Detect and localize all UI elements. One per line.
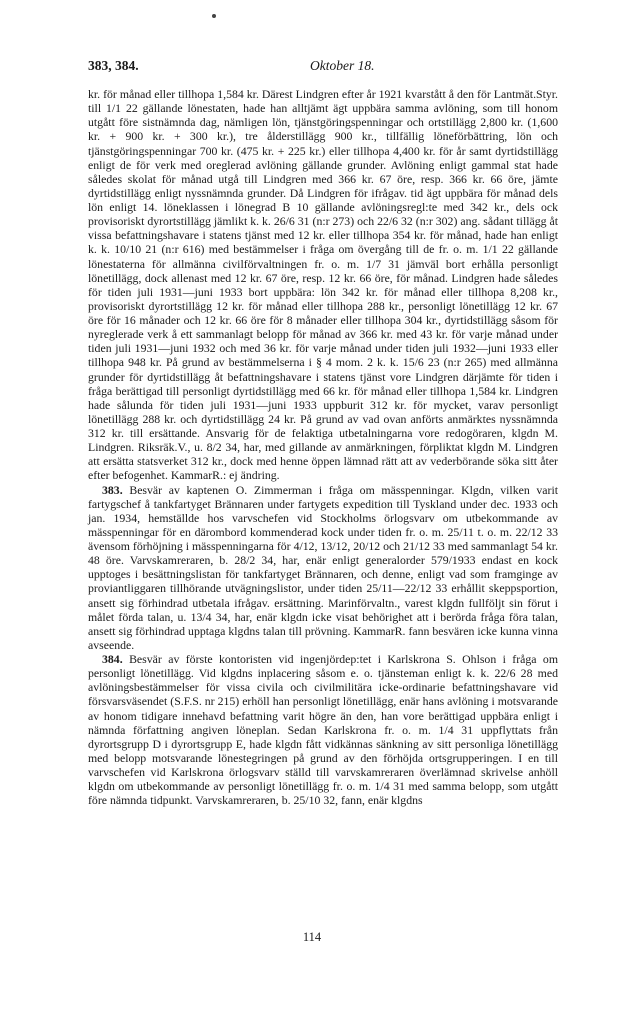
entry-384 bbox=[88, 652, 558, 807]
entry-number: 384. bbox=[102, 652, 123, 666]
paragraph-continued bbox=[88, 87, 558, 483]
entry-number: 383. bbox=[102, 482, 123, 497]
page-number: 114 bbox=[302, 930, 322, 944]
page-header bbox=[88, 58, 558, 80]
scan-speck bbox=[212, 14, 216, 18]
running-title: Oktober 18. bbox=[310, 58, 375, 73]
paragraph-text: kr. för månad eller tillhopa 1,584 kr. Därest Lindgren efter år 1921 kvarstått å den för Lantmät.Styr. till 1/1 22 gällande lönestaten, hade han alltjämt ägt uppbära samma avlöning, som till honom utgått före sistnämnda dag, nämligen lön, tjänstgöringspenningar och ortstillägg 2,800 kr. (1,600 kr. + 900 kr. + 300 kr.), tre ålderstillägg 900 kr., tillfällig löneförbättring, lön och tjänstgöringspenningar 700 kr. (475 kr. + 225 kr.) eller tillhopa 4,400 kr. för år samt dyrtidstillägg enligt de för verk med oreglerad avlöning gällande grunder. Avlöning enligt gammal stat hade således skolat för månad utgå till Lindgren med 366 kr. 67 öre, resp. 366 kr. 66 öre, jämte dyrtidstillägg enligt nyssnämnda grunder. Då Lindgren för ifrågav. tid ägt uppbära för månad dels lön enligt 14. löneklassen i lönegrad B 10 gällande avlöningsregl:te med 342 kr., dels ock provisoriskt dyrortstillägg jämlikt k. k. 26/6 31 (n:r 273) och 22/6 32 (n:r 302) ang. sådant tillägg åt vissa befattningshavare i statens tjänst med 12 kr. eller tillhopa 354 kr. för månad, hade han enligt k. k. 10/10 21 (n:r 616) med bestämmelser i fråga om övergång till de fr. o. m. 1/1 22 gällande lönestaterna för allmänna civilförvaltningen fr. o. m. 1/7 31 jämväl bort erhålla personligt lönetillägg, dock allenast med 12 kr. 67 öre, resp. 12 kr. 66 öre, för månad. Lindgren hade således för tiden juli 1931—juni 1933 bort uppbära: lön 342 kr. för månad eller tillhopa 8,208 kr., provisoriskt dyrortstillägg 12 kr. för månad eller tillhopa 288 kr., personligt lönetillägg 12 kr. 67 öre för 16 månader och 12 kr. 66 öre för 8 månader eller tillhopa 304 kr., dyrtidstillägg såsom för nyreglerade verk å ett sammanlagt belopp för månad av 366 kr. med 43 kr. för varje månad under tiden juli 1931—juni 1932 och med 36 kr. för varje månad under tiden juli 1932—juni 1933 eller tillhopa 948 kr. På grund av bestämmelserna i § 4 mom. 2 k. k. 15/6 23 (n:r 265) med allmänna grunder för dyrtidstillägg åt befattningshavare i statens tjänst vore Lindgren därjämte för tiden i fråga berättigad till personligt dyrtidstillägg med 66 kr. för månad eller tillhopa 1,584 kr. Lindgren hade sålunda för tiden juli 1931—juni 1933 uppburit 312 kr. för mycket, varav personligt lönetillägg 288 kr. och dyrtidstillägg 24 kr. På grund av vad ovan anförts anmärktes nyssnämnda 312 kr. till ersättande. Ansvarig för de felaktiga utbetalningarna vore redogöraren, klgdn M. Lindgren. Riksräk.V., u. 8/2 34, har, med gillande av anmärkningen, förpliktat klgdn M. Lindgren att ersätta statsverket 312 kr., dock med henne öppen lämnad rätt att av vederbörande söka sitt åter efter befogenhet. KammarR.: ej ändring. bbox=[88, 87, 558, 483]
section-numbers: 383, 384. bbox=[88, 58, 139, 73]
entry-text: Besvär av förste kontoristen vid ingenjördep:tet i Karlskrona S. Ohlson i fråga om personligt lönetillägg. Vid klgdns inplacering såsom e. o. tjänsteman enligt k. k. 22/6 28 med avlöningsbestämmelser för vissa civila och civilmilitära icke-ordinarie befattningshavare vid försvarsväsendet (S.F.S. nr 215) erhöll han personligt lönetillägg, enär hans avlöning i motsvarande av honom tidigare innehavd befattning varit högre än den, han vore berättigad uppbära enligt i nämnda författning angiven löneplan. Sedan Karlskrona fr. o. m. 1/4 31 uppflyttats från dyrortsgrupp D i dyrortsgrupp E, hade klgdn fått vidkännas sänkning av sitt personliga lönetillägg med belopp motsvarande lönestegringen på grund av den förhöjda ortsgrupperingen. I en till varvschefen vid Karlskrona örlogsvarv ställd till varvskamreraren överlämnad skrivelse anhöll klgdn om utbekommande av personligt lönetillägg fr. o. m. 1/4 31 med samma belopp, som utgått före nämnda tidpunkt. Varvskamreraren, b. 25/10 32, fann, enär klgdns bbox=[88, 652, 559, 808]
entry-text: Besvär av kaptenen O. Zimmerman i fråga om mässpenningar. Klgdn, vilken varit fartygschef å tankfartyget Brännaren under fartygets expedition till Tyskland under dec. 1933 och jan. 1934, hemställde hos varvschefen vid Stockholms örlogsvarv om utbekommande av mässpenningar för en därombord kommenderad kock under tiden fr. o. m. 25/11 t. o. m. 22/12 33 ävensom förhöjning i mässpenningarna för 4/12, 13/12, 20/12 och 21/12 33 med sammanlagt 54 kr. 48 öre. Varvskamreraren, b. 28/2 34, har, enär enligt generalorder 579/1933 endast en kock upptoges i besättningslistan för tankfartyget Brännaren, och denne, enligt vad som framginge av proviantliggaren tillhörande utvägningslistor, under tiden 25/11—22/12 33 erhållit skeppsportion, ansett sig förhindrad utbetala ifrågav. ersättning. Marinförvaltn., varest klgdn fullföljt sin förut i målet förda talan, u. 13/4 34, har, enär klgdn icke visat behörighet att i berörda fråga föra talan, ansett sig förhindrad upptaga klgdns talan till prövning. KammarR. fann besvären icke kunna vinna avseende. bbox=[88, 482, 558, 652]
body-text bbox=[88, 87, 558, 807]
entry-383 bbox=[88, 483, 558, 653]
